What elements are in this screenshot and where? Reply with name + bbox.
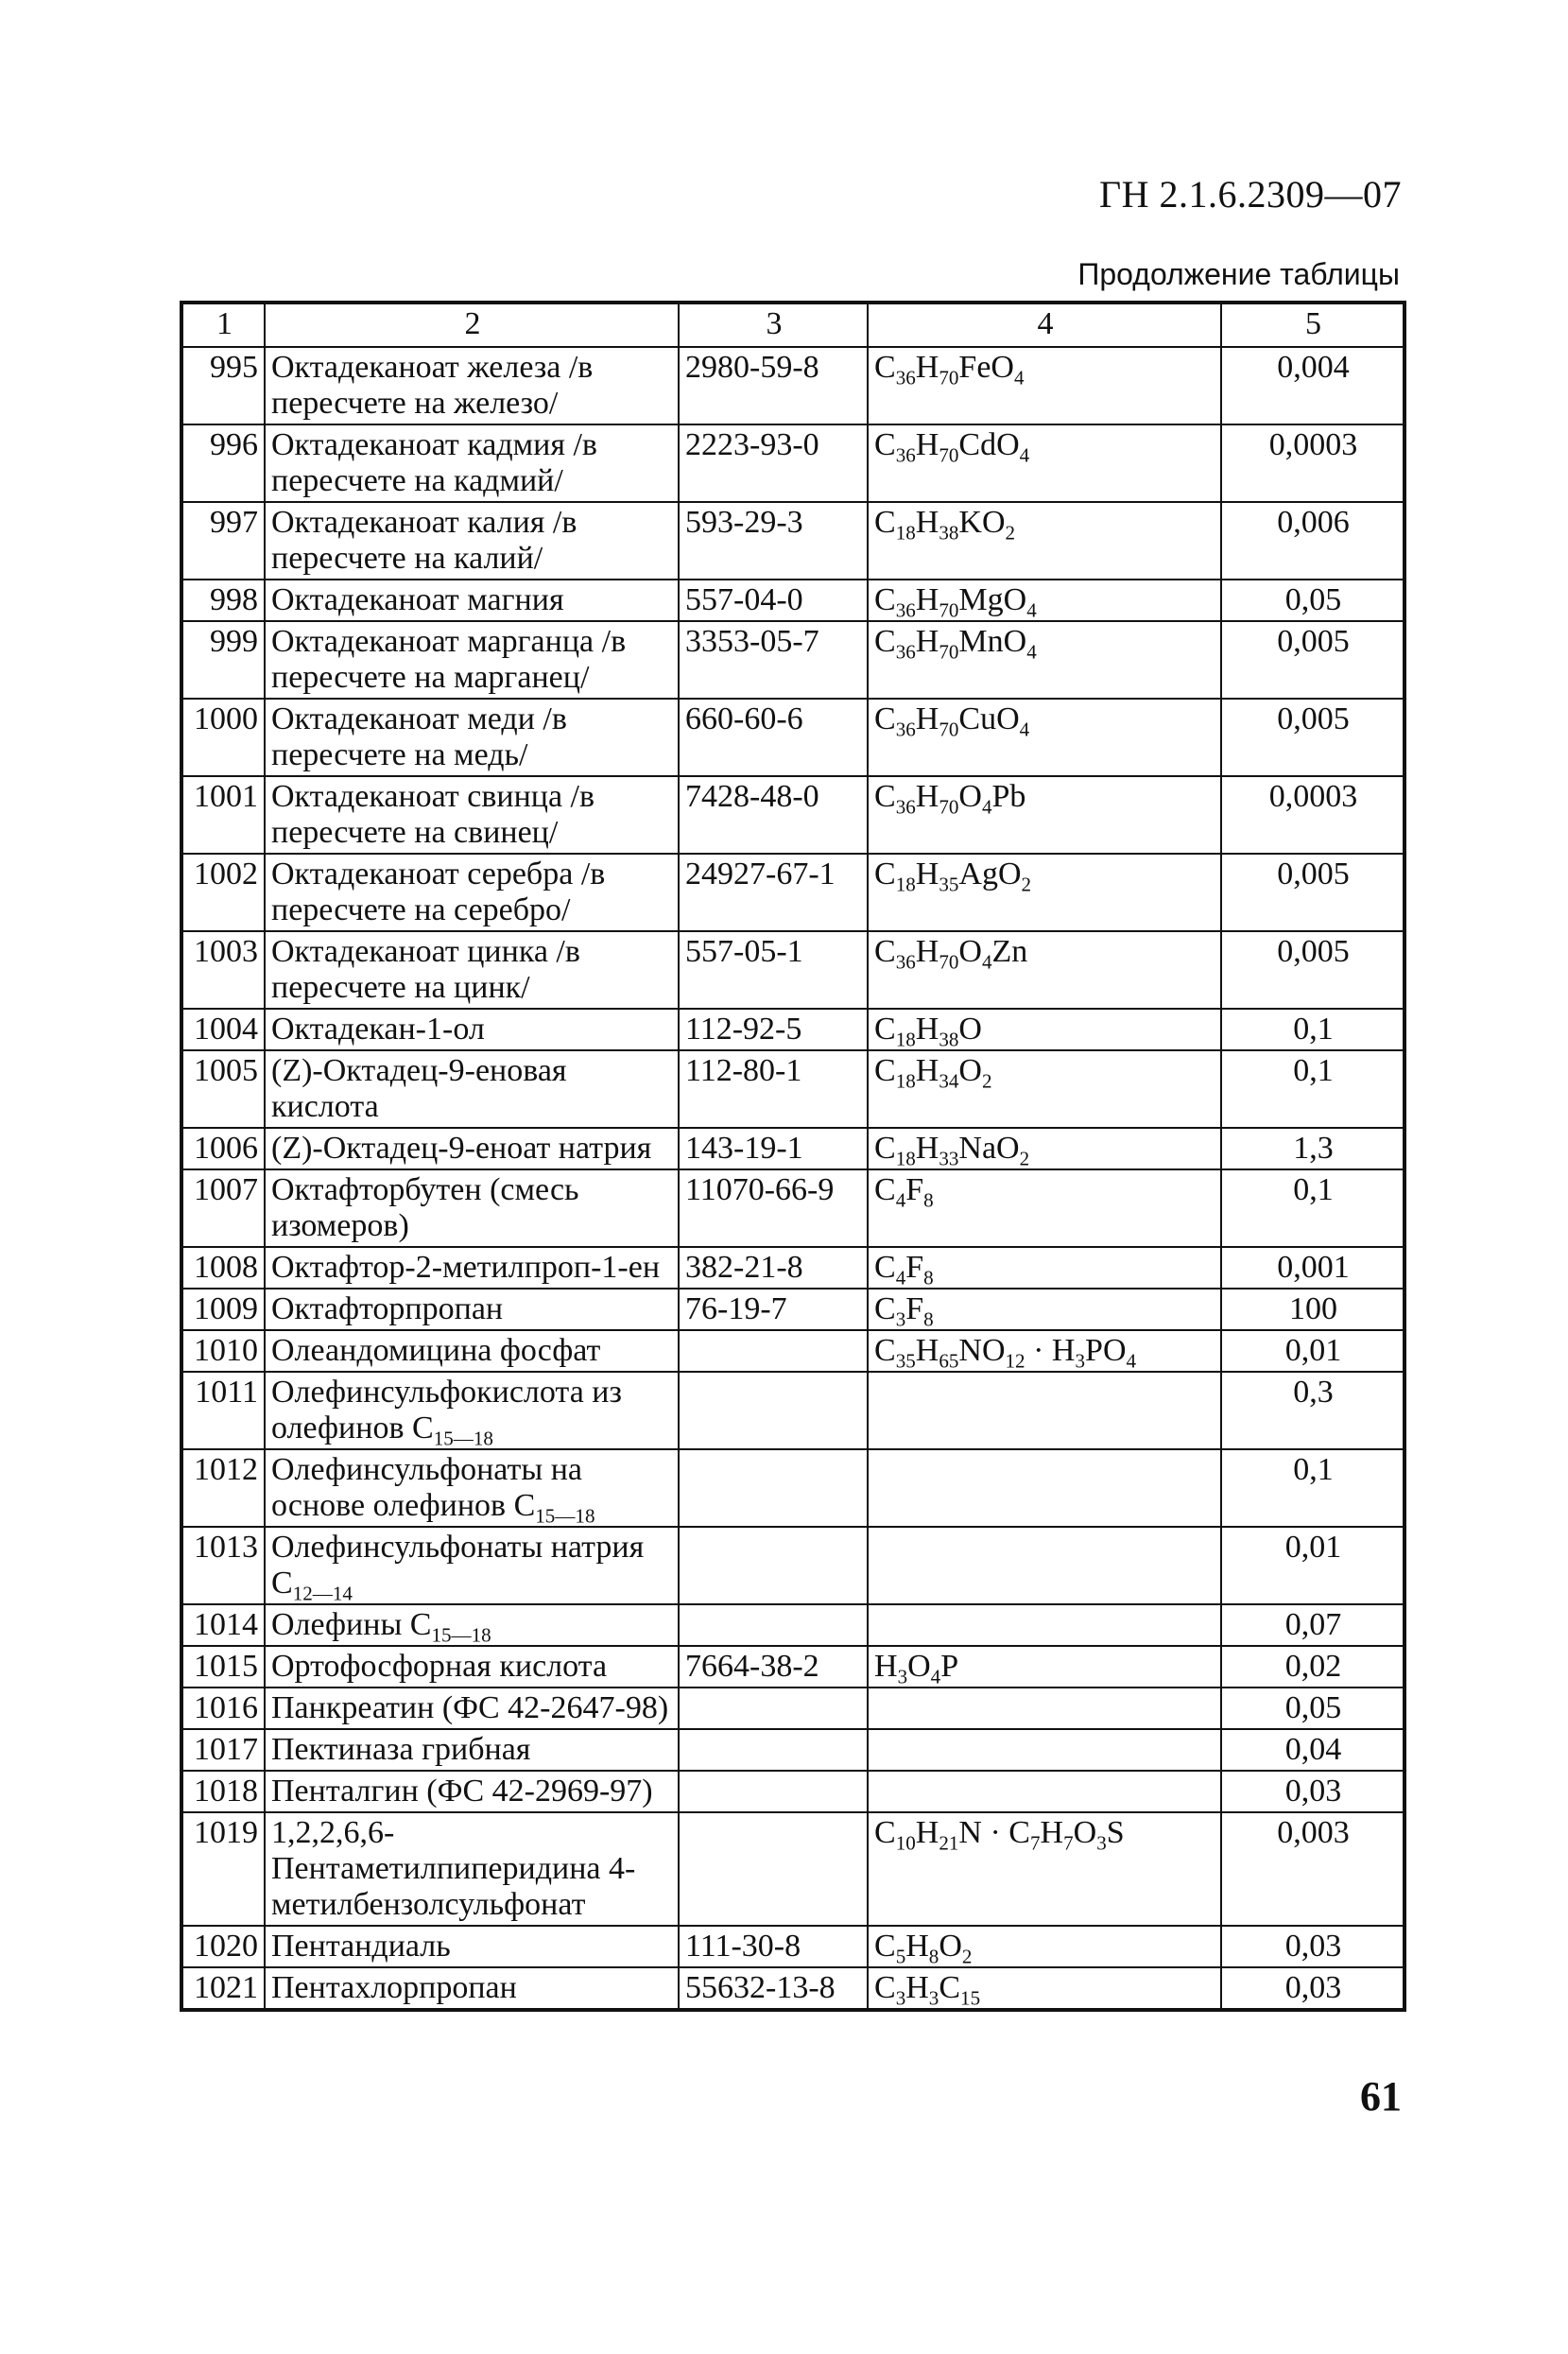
formula-cell: [868, 1604, 1221, 1646]
table-row: [181, 1771, 1404, 1812]
cas-number-cell: 660-60-6: [679, 699, 868, 776]
limit-value-cell: 0,004: [1221, 347, 1404, 424]
row-number-cell: 996: [181, 424, 265, 502]
table-row: [181, 1604, 1404, 1646]
formula-cell: [868, 1688, 1221, 1729]
cas-number-cell: 112-92-5: [679, 1009, 868, 1050]
substance-name-cell: Пектиназа грибная: [265, 1729, 679, 1771]
row-number-cell: 1017: [181, 1729, 265, 1771]
row-number-cell: 1019: [181, 1812, 265, 1926]
table-row: [181, 1330, 1404, 1372]
substance-name-cell: Олефины $C_{15—18}$: [265, 1604, 679, 1646]
row-number-cell: 1010: [181, 1330, 265, 1372]
substance-name-cell: Октадеканоат серебра /в пересчете на серебро/: [265, 854, 679, 931]
formula-cell: [868, 1527, 1221, 1604]
limit-value-cell: 0,1: [1221, 1009, 1404, 1050]
table-row: [181, 1449, 1404, 1527]
cas-number-cell: [679, 1449, 868, 1527]
formula-cell: $C_5H_8O_2$: [868, 1926, 1221, 1967]
limit-value-cell: 0,05: [1221, 580, 1404, 621]
column-header: 5: [1221, 303, 1404, 347]
formula-cell: $C_{18}H_{35}AgO_2$: [868, 854, 1221, 931]
row-number-cell: 1021: [181, 1967, 265, 2010]
substance-name-cell: Олефинсульфокислота из олефинов $C_{15—18}$: [265, 1372, 679, 1449]
cas-number-cell: 593-29-3: [679, 502, 868, 580]
formula-cell: $C_{36}H_{70}FeO_4$: [868, 347, 1221, 424]
row-number-cell: 1005: [181, 1050, 265, 1128]
substance-name-cell: Олеандомицина фосфат: [265, 1330, 679, 1372]
cas-number-cell: 24927-67-1: [679, 854, 868, 931]
cas-number-cell: 11070-66-9: [679, 1169, 868, 1247]
substance-name-cell: Октадекан-1-ол: [265, 1009, 679, 1050]
formula-cell: [868, 1729, 1221, 1771]
table-row: [181, 1812, 1404, 1926]
table-row: [181, 1169, 1404, 1247]
row-number-cell: 1007: [181, 1169, 265, 1247]
substance-name-cell: Октадеканоат кадмия /в пересчете на кадмий/: [265, 424, 679, 502]
table-row: [181, 854, 1404, 931]
table-row: [181, 1247, 1404, 1289]
substance-name-cell: Олефинсульфонаты на основе олефинов $C_{15—18}$: [265, 1449, 679, 1527]
limit-value-cell: 0,05: [1221, 1688, 1404, 1729]
limit-value-cell: 0,03: [1221, 1967, 1404, 2010]
row-number-cell: 1003: [181, 931, 265, 1009]
substance-name-cell: Октадеканоат железа /в пересчете на железо/: [265, 347, 679, 424]
row-number-cell: 1014: [181, 1604, 265, 1646]
formula-cell: [868, 1449, 1221, 1527]
substance-name-cell: Олефинсульфонаты натрия $C_{12—14}$: [265, 1527, 679, 1604]
formula-cell: $C_3H_3C_{15}$: [868, 1967, 1221, 2010]
row-number-cell: 1006: [181, 1128, 265, 1169]
formula-cell: $C_{18}H_{33}NaO_2$: [868, 1128, 1221, 1169]
row-number-cell: 1015: [181, 1646, 265, 1688]
formula-cell: $C_{10}H_{21}N \cdot C_7H_7O_3S$: [868, 1812, 1221, 1926]
table-row: [181, 502, 1404, 580]
table-row: [181, 931, 1404, 1009]
cas-number-cell: 7664-38-2: [679, 1646, 868, 1688]
substance-name-cell: Октафторпропан: [265, 1289, 679, 1330]
row-number-cell: 1001: [181, 776, 265, 854]
substance-name-cell: (Z)-Октадец-9-еноат натрия: [265, 1128, 679, 1169]
row-number-cell: 1008: [181, 1247, 265, 1289]
table-row: [181, 1926, 1404, 1967]
cas-number-cell: 143-19-1: [679, 1128, 868, 1169]
substance-name-cell: Октадеканоат цинка /в пересчете на цинк/: [265, 931, 679, 1009]
formula-cell: $C_{36}H_{70}MgO_4$: [868, 580, 1221, 621]
cas-number-cell: [679, 1372, 868, 1449]
limit-value-cell: 0,01: [1221, 1330, 1404, 1372]
limit-value-cell: 0,0003: [1221, 776, 1404, 854]
limit-value-cell: 0,03: [1221, 1771, 1404, 1812]
limit-value-cell: 0,02: [1221, 1646, 1404, 1688]
cas-number-cell: [679, 1812, 868, 1926]
table-header-row: [181, 303, 1404, 347]
formula-cell: $C_4F_8$: [868, 1169, 1221, 1247]
limit-value-cell: 0,005: [1221, 854, 1404, 931]
limit-value-cell: 0,005: [1221, 699, 1404, 776]
limit-value-cell: 0,1: [1221, 1050, 1404, 1128]
substance-name-cell: (Z)-Октадец-9-еновая кислота: [265, 1050, 679, 1128]
table-row: [181, 621, 1404, 699]
table-row: [181, 699, 1404, 776]
row-number-cell: 995: [181, 347, 265, 424]
cas-number-cell: 2223-93-0: [679, 424, 868, 502]
substance-name-cell: Октафторбутен (смесь изомеров): [265, 1169, 679, 1247]
substance-name-cell: Пентахлорпропан: [265, 1967, 679, 2010]
row-number-cell: 1009: [181, 1289, 265, 1330]
cas-number-cell: [679, 1688, 868, 1729]
formula-cell: [868, 1771, 1221, 1812]
row-number-cell: 1020: [181, 1926, 265, 1967]
table-row: [181, 1128, 1404, 1169]
row-number-cell: 1002: [181, 854, 265, 931]
limit-value-cell: 0,1: [1221, 1449, 1404, 1527]
table-row: [181, 1646, 1404, 1688]
column-header: 4: [868, 303, 1221, 347]
table-row: [181, 347, 1404, 424]
table-row: [181, 1967, 1404, 2010]
cas-number-cell: [679, 1729, 868, 1771]
formula-cell: $C_{36}H_{70}CdO_4$: [868, 424, 1221, 502]
limit-value-cell: 0,003: [1221, 1812, 1404, 1926]
limit-value-cell: 0,1: [1221, 1169, 1404, 1247]
row-number-cell: 999: [181, 621, 265, 699]
table-row: [181, 1009, 1404, 1050]
row-number-cell: 1016: [181, 1688, 265, 1729]
substances-table: [180, 301, 1406, 2012]
cas-number-cell: 2980-59-8: [679, 347, 868, 424]
row-number-cell: 997: [181, 502, 265, 580]
row-number-cell: 998: [181, 580, 265, 621]
formula-cell: $C_{35}H_{65}NO_{12} \cdot H_3PO_4$: [868, 1330, 1221, 1372]
cas-number-cell: 55632-13-8: [679, 1967, 868, 2010]
limit-value-cell: 0,03: [1221, 1926, 1404, 1967]
row-number-cell: 1011: [181, 1372, 265, 1449]
cas-number-cell: [679, 1527, 868, 1604]
row-number-cell: 1012: [181, 1449, 265, 1527]
limit-value-cell: 0,006: [1221, 502, 1404, 580]
table-body: [181, 303, 1404, 2010]
table-row: [181, 1729, 1404, 1771]
cas-number-cell: [679, 1771, 868, 1812]
formula-cell: $C_{18}H_{34}O_2$: [868, 1050, 1221, 1128]
formula-cell: $H_3O_4P$: [868, 1646, 1221, 1688]
column-header: 1: [181, 303, 265, 347]
table-row: [181, 1688, 1404, 1729]
cas-number-cell: [679, 1604, 868, 1646]
table-continuation-caption: Продолжение таблицы: [1077, 257, 1400, 291]
limit-value-cell: 0,001: [1221, 1247, 1404, 1289]
limit-value-cell: 0,04: [1221, 1729, 1404, 1771]
cas-number-cell: 7428-48-0: [679, 776, 868, 854]
table-row: [181, 1289, 1404, 1330]
formula-cell: $C_{36}H_{70}MnO_4$: [868, 621, 1221, 699]
cas-number-cell: 76-19-7: [679, 1289, 868, 1330]
cas-number-cell: 557-05-1: [679, 931, 868, 1009]
formula-cell: $C_{18}H_{38}O$: [868, 1009, 1221, 1050]
table-row: [181, 424, 1404, 502]
row-number-cell: 1018: [181, 1771, 265, 1812]
substance-name-cell: Октадеканоат калия /в пересчете на калий/: [265, 502, 679, 580]
cas-number-cell: 112-80-1: [679, 1050, 868, 1128]
limit-value-cell: 0,07: [1221, 1604, 1404, 1646]
cas-number-cell: 3353-05-7: [679, 621, 868, 699]
table-row: [181, 1050, 1404, 1128]
row-number-cell: 1004: [181, 1009, 265, 1050]
formula-cell: $C_4F_8$: [868, 1247, 1221, 1289]
limit-value-cell: 0,005: [1221, 931, 1404, 1009]
substance-name-cell: Пентандиаль: [265, 1926, 679, 1967]
table-row: [181, 1527, 1404, 1604]
substance-name-cell: Октадеканоат магния: [265, 580, 679, 621]
limit-value-cell: 0,0003: [1221, 424, 1404, 502]
formula-cell: [868, 1372, 1221, 1449]
limit-value-cell: 0,005: [1221, 621, 1404, 699]
column-header: 3: [679, 303, 868, 347]
substance-name-cell: 1,2,2,6,6-Пентаметилпиперидина 4-метилбензолсульфонат: [265, 1812, 679, 1926]
substance-name-cell: Октафтор-2-метилпроп-1-ен: [265, 1247, 679, 1289]
cas-number-cell: [679, 1330, 868, 1372]
table-row: [181, 776, 1404, 854]
substance-name-cell: Ортофосфорная кислота: [265, 1646, 679, 1688]
formula-cell: $C_{18}H_{38}KO_2$: [868, 502, 1221, 580]
cas-number-cell: 111-30-8: [679, 1926, 868, 1967]
limit-value-cell: 100: [1221, 1289, 1404, 1330]
limit-value-cell: 1,3: [1221, 1128, 1404, 1169]
substance-name-cell: Октадеканоат марганца /в пересчете на марганец/: [265, 621, 679, 699]
table-row: [181, 580, 1404, 621]
formula-cell: $C_{36}H_{70}CuO_4$: [868, 699, 1221, 776]
formula-cell: $C_{36}H_{70}O_4Zn$: [868, 931, 1221, 1009]
cas-number-cell: 382-21-8: [679, 1247, 868, 1289]
formula-cell: $C_3F_8$: [868, 1289, 1221, 1330]
limit-value-cell: 0,01: [1221, 1527, 1404, 1604]
formula-cell: $C_{36}H_{70}O_4Pb$: [868, 776, 1221, 854]
limit-value-cell: 0,3: [1221, 1372, 1404, 1449]
document-code: ГН 2.1.6.2309—07: [1098, 173, 1402, 216]
page-number: 61: [1360, 2073, 1402, 2120]
column-header: 2: [265, 303, 679, 347]
substance-name-cell: Пенталгин (ФС 42-2969-97): [265, 1771, 679, 1812]
substance-name-cell: Октадеканоат свинца /в пересчете на свинец/: [265, 776, 679, 854]
row-number-cell: 1013: [181, 1527, 265, 1604]
row-number-cell: 1000: [181, 699, 265, 776]
substance-name-cell: Октадеканоат меди /в пересчете на медь/: [265, 699, 679, 776]
substance-name-cell: Панкреатин (ФС 42-2647-98): [265, 1688, 679, 1729]
cas-number-cell: 557-04-0: [679, 580, 868, 621]
table-row: [181, 1372, 1404, 1449]
